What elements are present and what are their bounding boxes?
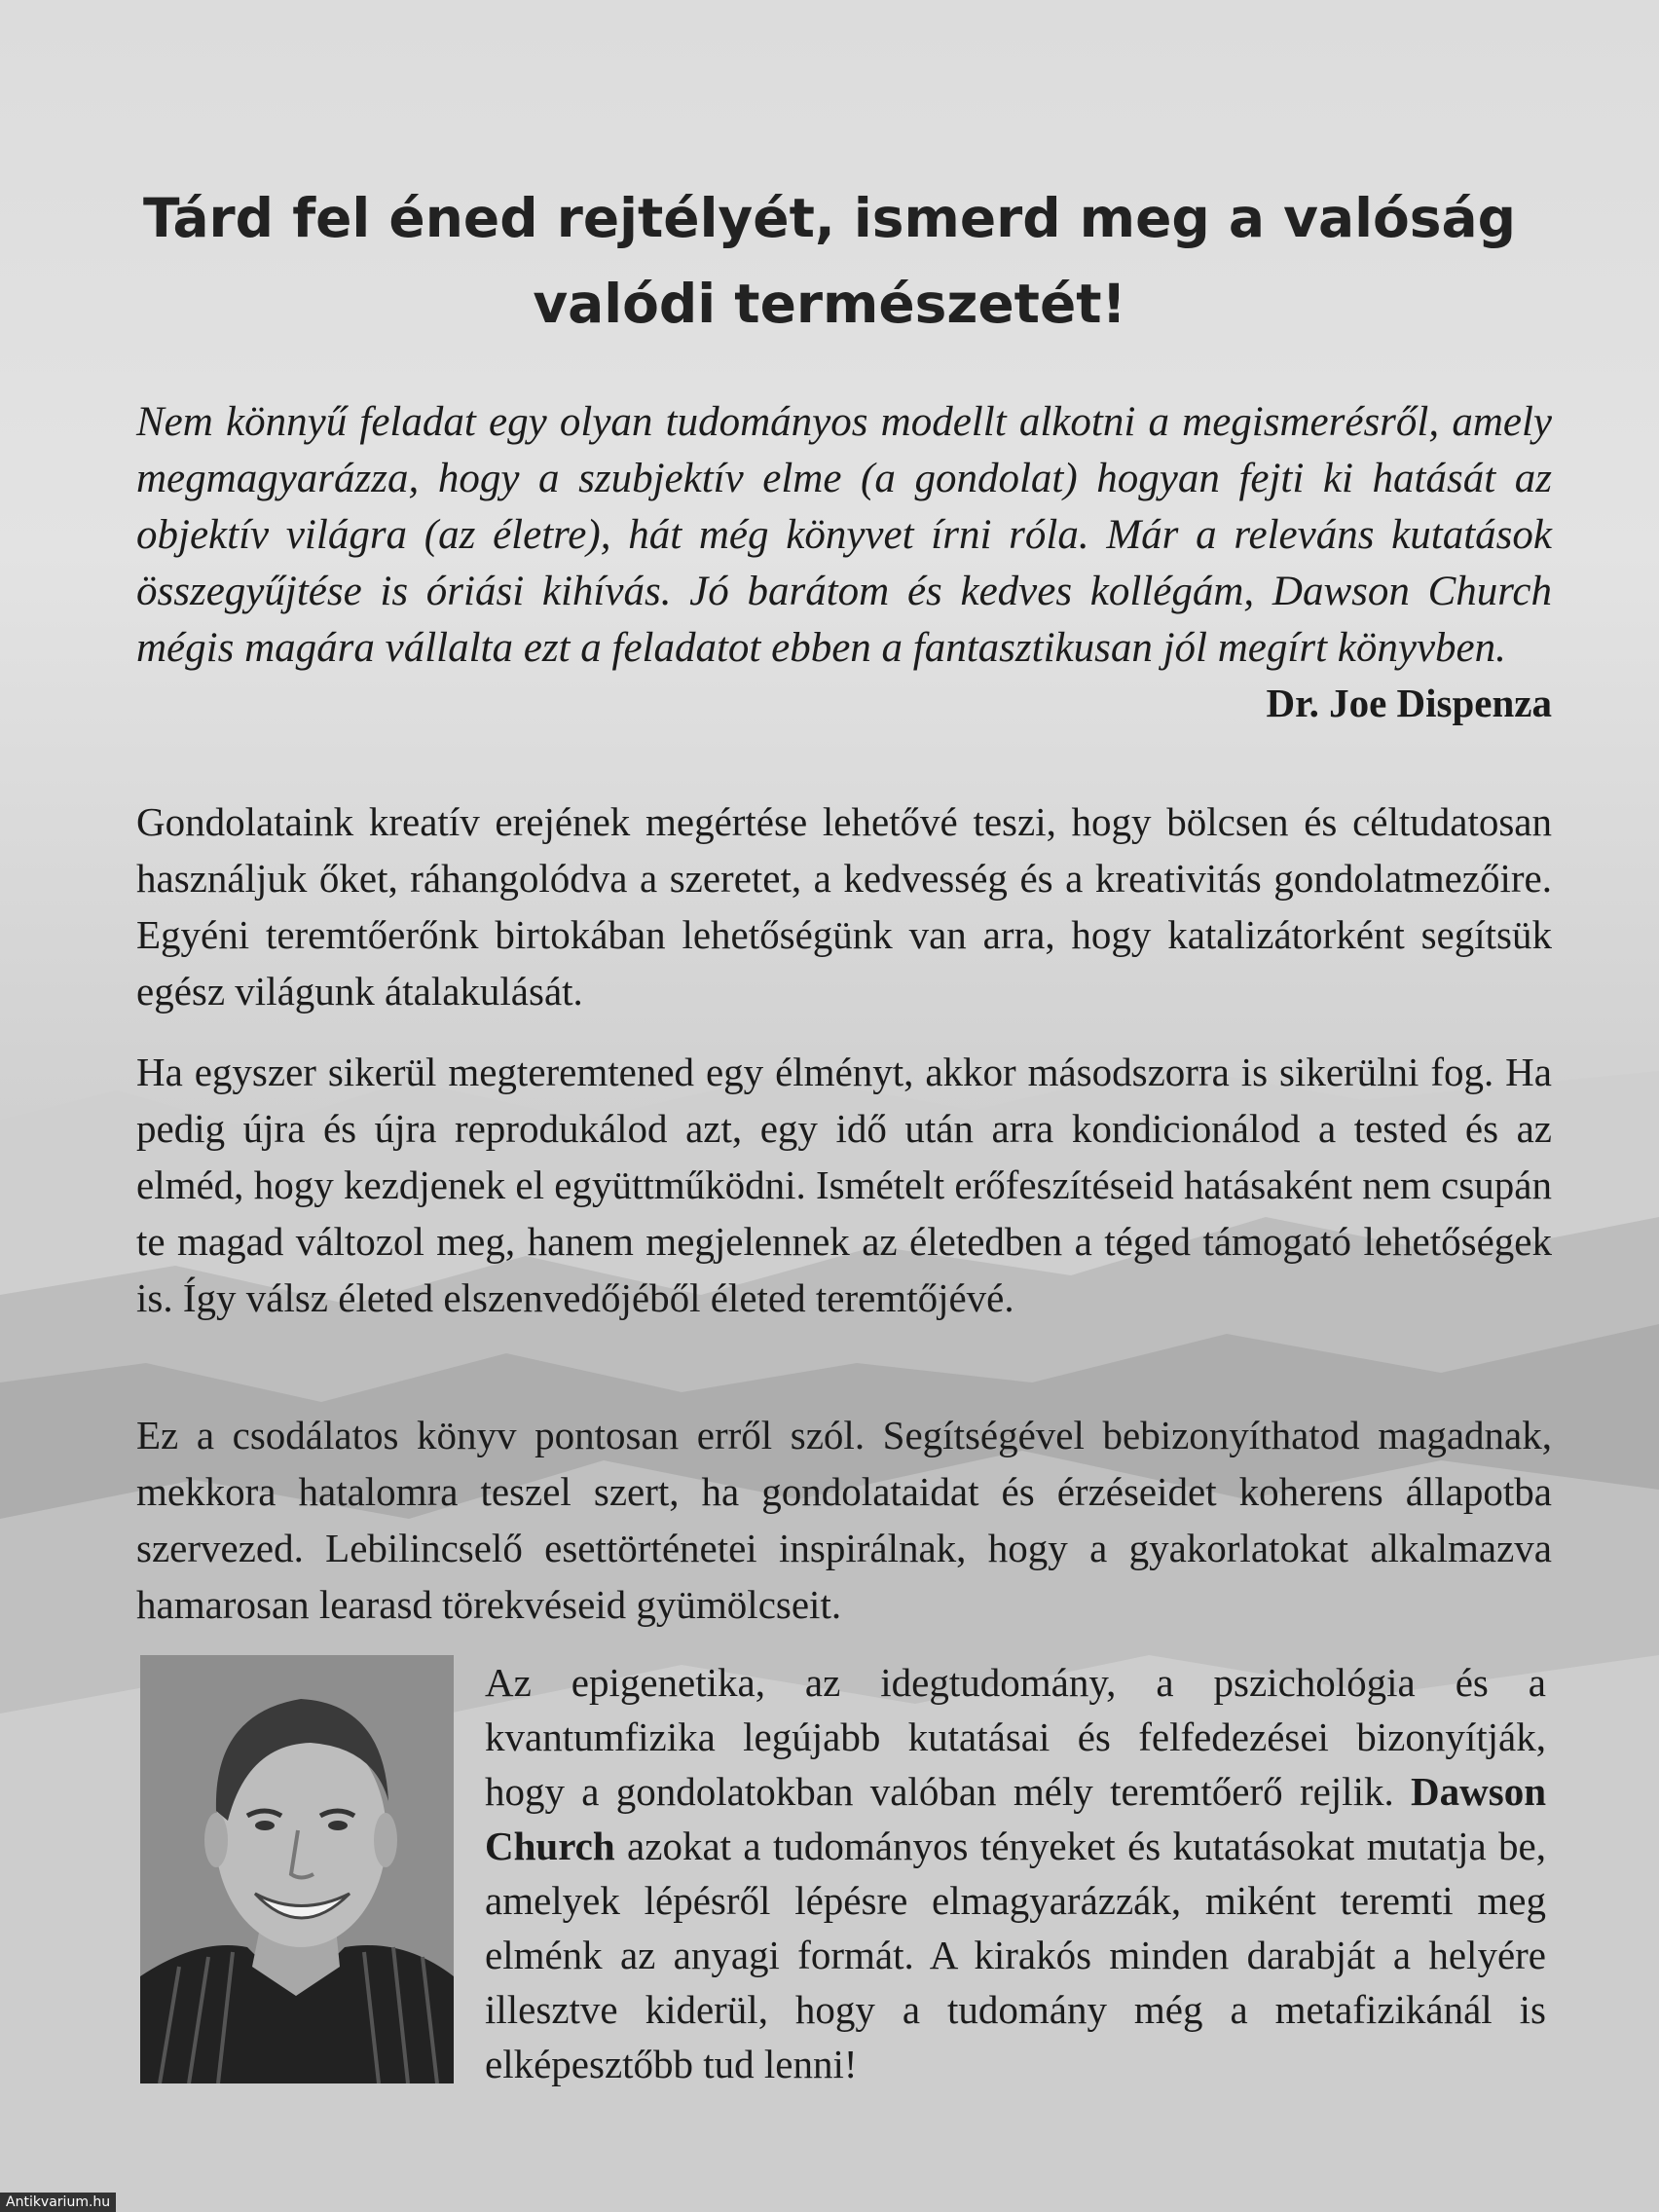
headline-line-2: valódi természetét! [533,273,1126,335]
author-description-end: azokat a tudományos tényeket és kutatásokat mutatja be, amelyek lépésről lépésre elmagyarázzák, miként teremti meg elménk az anyagi formát. A kirakós minden darabját a helyére illesztve kiderül, hogy a tudomány még a metafizikánál is elképesztőbb tud lenni! [485,1824,1546,2086]
author-description-start: Az epigenetika, az idegtudomány, a pszichológia és a kvantumfizika legújabb kutatásai és felfedezései bizonyítják, hogy a gondolatokban valóban mély teremtőerő rejlik. [485,1660,1546,1814]
author-photo [140,1655,454,2083]
watermark: Antikvarium.hu [0,2193,116,2212]
author-description-paragraph [485,1655,1546,2091]
headline-line-1: Tárd fel éned rejtélyét, ismerd meg a valóság [143,187,1516,249]
author-name: Dawson Church [485,1769,1546,1868]
endorsement-quote: Nem könnyű feladat egy olyan tudományos modellt alkotni a megismerésről, amely megmagyarázza, hogy a szubjektív elme (a gondolat) hogyan fejti ki hatását az objektív világra (az életre), hát még könyvet írni róla. Már a releváns kutatások összegyűjtése is óriási kihívás. Jó barátom és kedves kollégám, Dawson Church mégis magára vállalta ezt a feladatot ebben a fantasztikusan jól megírt könyvben. [136,399,1552,671]
quote-author: Dr. Joe Dispenza [1266,681,1552,725]
body-paragraph-3: Ez a csodálatos könyv pontosan erről szól. Segítségével bebizonyíthatod magadnak, mekkora hatalomra teszel szert, ha gondolataidat és érzéseidet koherens állapotba szervezed. Lebilincselő esettörténetei inspirálnak, hogy a gyakorlatokat alkalmazva hamarosan learasd törekvéseid gyümölcseit. [136,1413,1552,1627]
body-paragraph-1: Gondolataink kreatív erejének megértése lehetővé teszi, hogy bölcsen és céltudatosan használjuk őket, ráhangolódva a szeretet, a kedvesség és a kreativitás gondolatmezőire. Egyéni teremtőerőnk birtokában lehetőségünk van arra, hogy katalizátorként segítsük egész világunk átalakulását. [136,799,1552,1014]
headline [136,175,1523,347]
body-paragraph-2: Ha egyszer sikerül megteremtened egy élményt, akkor másodszorra is sikerülni fog. Ha pedig újra és újra reprodukálod azt, egy idő után arra kondicionálod a tested és az elméd, hogy kezdjenek el együttműködni. Ismételt erőfeszítéseid hatásaként nem csupán te magad változol meg, hanem megjelennek az életedben a téged támogató lehetőségek is. Így válsz életed elszenvedőjéből életed teremtőjévé. [136,1050,1552,1320]
